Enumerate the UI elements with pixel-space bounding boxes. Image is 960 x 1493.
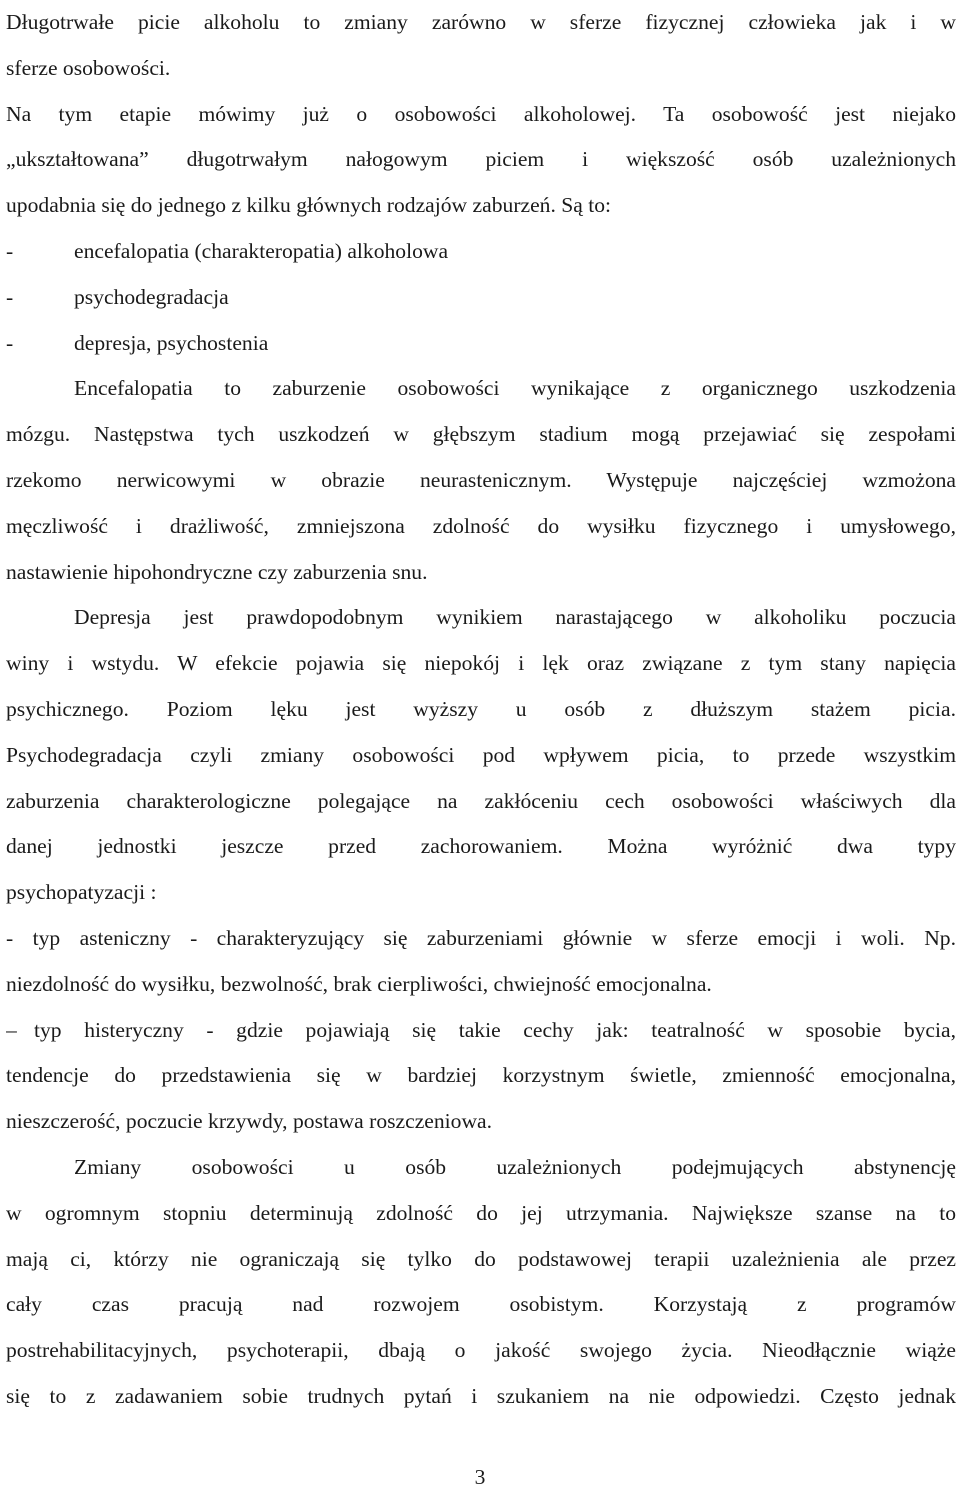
list-item [6,275,956,321]
text-line: zaburzenia charakterologiczne polegające na zakłóceniu cech osobowości właściwych dla [6,788,956,813]
text-line: Długotrwałe picie alkoholu to zmiany zarówno w sferze fizycznej człowieka jak i w [6,10,956,34]
text-line: postrehabilitacyjnych, psychoterapii, dbają o jakość swojego życia. Nieodłącznie wiąże [6,1338,956,1363]
list-dash: – [6,1017,17,1042]
list-dash: - [6,238,14,263]
list-item [6,321,956,367]
text-line: psychopatyzacji : [6,880,157,905]
list-item [6,229,956,275]
text-line: danej jednostki jeszcze przed zachorowaniem. Można wyróżnić dwa typy [6,834,956,859]
list-item-text: typ histeryczny - gdzie pojawiają się takie cechy jak: teatralność w sposobie bycia, [34,1017,956,1042]
text-line: niezdolność do wysiłku, bezwolność, brak cierpliwości, chwiejność emocjonalna. [6,971,712,996]
text-line: mózgu. Następstwa tych uszkodzeń w głębszym stadium mogą przejawiać się zespołami [6,422,956,447]
text-line: Encefalopatia to zaburzenie osobowości wynikające z organicznego uszkodzenia [74,376,956,401]
text-line: się to z zadawaniem sobie trudnych pytań i szukaniem na nie odpowiedzi. Często jednak [6,1383,956,1408]
text-line: psychicznego. Poziom lęku jest wyższy u osób z dłuższym stażem picia. [6,696,956,721]
list-item-text: psychodegradacja [74,284,229,309]
text-line: winy i wstydu. W efekcie pojawia się niepokój i lęk oraz związane z tym stany napięcia [6,651,956,676]
text-line: nieszczerość, poczucie krzywdy, postawa roszczeniowa. [6,1109,493,1134]
text-line: Na tym etapie mówimy już o osobowości alkoholowej. Ta osobowość jest niejako [6,101,956,126]
list-item-text: encefalopatia (charakteropatia) alkoholowa [74,238,449,263]
document-page [6,0,956,1420]
list-dash: - [6,330,14,355]
text-line: nastawienie hipohondryczne czy zaburzenia snu. [6,559,428,584]
list-dash: - [6,284,14,309]
text-line: „ukształtowana” długotrwałym nałogowym piciem i większość osób uzależnionych [6,147,956,172]
text-line: Depresja jest prawdopodobnym wynikiem narastającego w alkoholiku poczucia [74,605,956,630]
list-item-text: depresja, psychostenia [74,330,269,355]
text-line: - typ asteniczny - charakteryzujący się zaburzeniami głównie w sferze emocji i woli. Np. [6,925,956,950]
text-line: rzekomo nerwicowymi w obrazie neurastenicznym. Występuje najczęściej wzmożona [6,467,956,492]
text-line: cały czas pracują nad rozwojem osobistym. Korzystają z programów [6,1292,956,1317]
text-line: mają ci, którzy nie ograniczają się tylko do podstawowej terapii uzależnienia ale przez [6,1246,956,1271]
text-line: tendencje do przedstawienia się w bardziej korzystnym świetle, zmienność emocjonalna, [6,1063,956,1088]
text-line: Zmiany osobowości u osób uzależnionych podejmujących abstynencję [74,1154,956,1179]
text-line: upodabnia się do jednego z kilku głównych rodzajów zaburzeń. Są to: [6,193,612,218]
text-line: sferze osobowości. [6,55,171,80]
list-item [6,1008,956,1054]
page-number: 3 [474,1465,486,1489]
text-line: męczliwość i drażliwość, zmniejszona zdolność do wysiłku fizycznego i umysłowego, [6,513,956,538]
text-line: w ogromnym stopniu determinują zdolność do jej utrzymania. Największe szanse na to [6,1200,956,1225]
text-line: Psychodegradacja czyli zmiany osobowości pod wpływem picia, to przede wszystkim [6,742,956,767]
